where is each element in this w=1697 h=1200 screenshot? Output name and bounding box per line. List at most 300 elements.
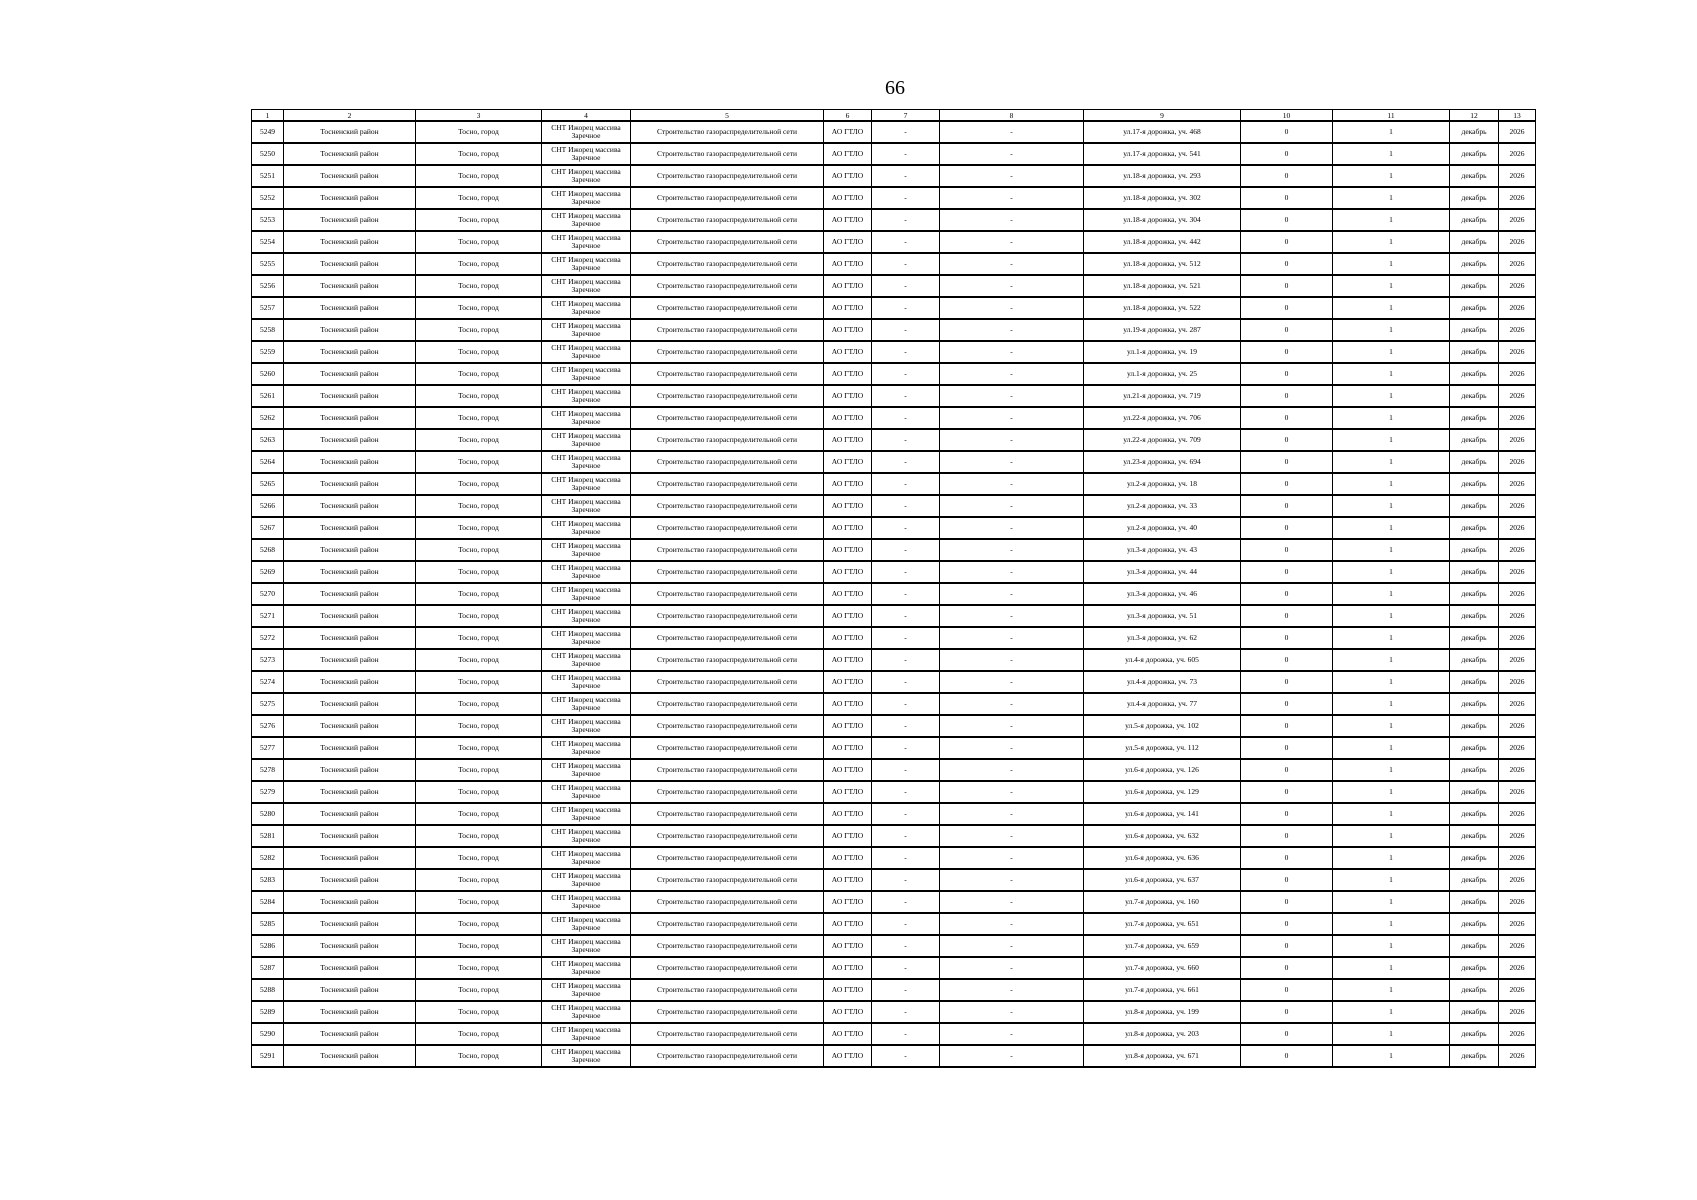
cell-settlement: Тосно, город (416, 143, 542, 165)
cell-settlement: Тосно, город (416, 561, 542, 583)
cell-row-number: 5289 (252, 1001, 284, 1023)
cell-snt: СНТ Ижорец массива Заречное (542, 737, 631, 759)
cell-district: Тосненский район (284, 869, 416, 891)
table-row (252, 781, 1536, 803)
cell-row-number: 5287 (252, 957, 284, 979)
cell-organization: АО ГТЛО (824, 1045, 872, 1067)
cell-col7: - (872, 165, 940, 187)
cell-month: декабрь (1450, 143, 1499, 165)
cell-snt: СНТ Ижорец массива Заречное (542, 891, 631, 913)
cell-district: Тосненский район (284, 583, 416, 605)
cell-col11: 1 (1333, 847, 1450, 869)
cell-organization: АО ГТЛО (824, 473, 872, 495)
cell-organization: АО ГТЛО (824, 979, 872, 1001)
cell-col11: 1 (1333, 605, 1450, 627)
cell-address: ул.7-я дорожка, уч. 661 (1084, 979, 1241, 1001)
cell-col10: 0 (1241, 517, 1333, 539)
cell-organization: АО ГТЛО (824, 407, 872, 429)
cell-col11: 1 (1333, 473, 1450, 495)
cell-settlement: Тосно, город (416, 583, 542, 605)
cell-month: декабрь (1450, 363, 1499, 385)
cell-col7: - (872, 517, 940, 539)
cell-address: ул.17-я дорожка, уч. 468 (1084, 121, 1241, 143)
cell-address: ул.2-я дорожка, уч. 18 (1084, 473, 1241, 495)
cell-district: Тосненский район (284, 891, 416, 913)
cell-address: ул.22-я дорожка, уч. 709 (1084, 429, 1241, 451)
cell-work-type: Строительство газораспределительной сети (631, 715, 824, 737)
table-row (252, 121, 1536, 143)
cell-organization: АО ГТЛО (824, 561, 872, 583)
cell-address: ул.3-я дорожка, уч. 51 (1084, 605, 1241, 627)
cell-year: 2026 (1499, 341, 1536, 363)
cell-col7: - (872, 957, 940, 979)
cell-snt: СНТ Ижорец массива Заречное (542, 781, 631, 803)
cell-organization: АО ГТЛО (824, 165, 872, 187)
cell-work-type: Строительство газораспределительной сети (631, 561, 824, 583)
cell-month: декабрь (1450, 1001, 1499, 1023)
cell-col8: - (940, 825, 1084, 847)
cell-settlement: Тосно, город (416, 187, 542, 209)
cell-col7: - (872, 429, 940, 451)
cell-col10: 0 (1241, 627, 1333, 649)
cell-snt: СНТ Ижорец массива Заречное (542, 1023, 631, 1045)
cell-year: 2026 (1499, 693, 1536, 715)
cell-year: 2026 (1499, 253, 1536, 275)
table-row (252, 275, 1536, 297)
cell-snt: СНТ Ижорец массива Заречное (542, 209, 631, 231)
cell-district: Тосненский район (284, 407, 416, 429)
cell-settlement: Тосно, город (416, 473, 542, 495)
cell-year: 2026 (1499, 275, 1536, 297)
cell-row-number: 5265 (252, 473, 284, 495)
cell-col10: 0 (1241, 209, 1333, 231)
cell-col8: - (940, 649, 1084, 671)
cell-col8: - (940, 319, 1084, 341)
cell-snt: СНТ Ижорец массива Заречное (542, 847, 631, 869)
cell-col10: 0 (1241, 407, 1333, 429)
cell-month: декабрь (1450, 627, 1499, 649)
cell-snt: СНТ Ижорец массива Заречное (542, 517, 631, 539)
cell-col8: - (940, 187, 1084, 209)
cell-col7: - (872, 1023, 940, 1045)
cell-col8: - (940, 913, 1084, 935)
cell-month: декабрь (1450, 429, 1499, 451)
cell-settlement: Тосно, город (416, 1045, 542, 1067)
cell-snt: СНТ Ижорец массива Заречное (542, 429, 631, 451)
cell-row-number: 5282 (252, 847, 284, 869)
cell-col10: 0 (1241, 605, 1333, 627)
cell-year: 2026 (1499, 231, 1536, 253)
cell-year: 2026 (1499, 583, 1536, 605)
table-row (252, 561, 1536, 583)
cell-snt: СНТ Ижорец массива Заречное (542, 693, 631, 715)
header-row (252, 110, 1536, 122)
cell-district: Тосненский район (284, 253, 416, 275)
cell-organization: АО ГТЛО (824, 869, 872, 891)
cell-month: декабрь (1450, 737, 1499, 759)
table-row (252, 517, 1536, 539)
cell-col10: 0 (1241, 759, 1333, 781)
cell-work-type: Строительство газораспределительной сети (631, 495, 824, 517)
cell-col11: 1 (1333, 341, 1450, 363)
cell-organization: АО ГТЛО (824, 649, 872, 671)
cell-row-number: 5274 (252, 671, 284, 693)
cell-district: Тосненский район (284, 363, 416, 385)
cell-col7: - (872, 627, 940, 649)
cell-work-type: Строительство газораспределительной сети (631, 275, 824, 297)
cell-address: ул.7-я дорожка, уч. 160 (1084, 891, 1241, 913)
cell-address: ул.18-я дорожка, уч. 293 (1084, 165, 1241, 187)
cell-organization: АО ГТЛО (824, 385, 872, 407)
cell-col8: - (940, 451, 1084, 473)
cell-work-type: Строительство газораспределительной сети (631, 759, 824, 781)
table-row (252, 1001, 1536, 1023)
cell-col7: - (872, 737, 940, 759)
cell-snt: СНТ Ижорец массива Заречное (542, 363, 631, 385)
cell-organization: АО ГТЛО (824, 429, 872, 451)
cell-settlement: Тосно, город (416, 649, 542, 671)
table-row (252, 495, 1536, 517)
cell-work-type: Строительство газораспределительной сети (631, 913, 824, 935)
cell-col7: - (872, 341, 940, 363)
cell-col7: - (872, 693, 940, 715)
cell-district: Тосненский район (284, 473, 416, 495)
cell-col11: 1 (1333, 165, 1450, 187)
cell-month: декабрь (1450, 693, 1499, 715)
cell-year: 2026 (1499, 627, 1536, 649)
cell-district: Тосненский район (284, 341, 416, 363)
cell-col7: - (872, 143, 940, 165)
cell-organization: АО ГТЛО (824, 583, 872, 605)
cell-col8: - (940, 275, 1084, 297)
cell-work-type: Строительство газораспределительной сети (631, 957, 824, 979)
cell-settlement: Тосно, город (416, 517, 542, 539)
cell-col11: 1 (1333, 913, 1450, 935)
cell-col8: - (940, 979, 1084, 1001)
cell-year: 2026 (1499, 649, 1536, 671)
cell-row-number: 5277 (252, 737, 284, 759)
cell-snt: СНТ Ижорец массива Заречное (542, 825, 631, 847)
cell-settlement: Тосно, город (416, 693, 542, 715)
cell-col10: 0 (1241, 649, 1333, 671)
cell-year: 2026 (1499, 517, 1536, 539)
cell-col10: 0 (1241, 121, 1333, 143)
cell-organization: АО ГТЛО (824, 451, 872, 473)
cell-col8: - (940, 253, 1084, 275)
cell-address: ул.7-я дорожка, уч. 659 (1084, 935, 1241, 957)
cell-district: Тосненский район (284, 693, 416, 715)
data-table (251, 109, 1536, 1068)
cell-snt: СНТ Ижорец массива Заречное (542, 451, 631, 473)
cell-settlement: Тосно, город (416, 957, 542, 979)
cell-organization: АО ГТЛО (824, 737, 872, 759)
column-header: 11 (1333, 110, 1450, 122)
table-row (252, 1045, 1536, 1067)
cell-col10: 0 (1241, 165, 1333, 187)
cell-settlement: Тосно, город (416, 121, 542, 143)
cell-col11: 1 (1333, 143, 1450, 165)
cell-col8: - (940, 385, 1084, 407)
cell-work-type: Строительство газораспределительной сети (631, 649, 824, 671)
cell-district: Тосненский район (284, 187, 416, 209)
table-row (252, 693, 1536, 715)
cell-organization: АО ГТЛО (824, 957, 872, 979)
cell-snt: СНТ Ижорец массива Заречное (542, 957, 631, 979)
cell-settlement: Тосно, город (416, 209, 542, 231)
cell-organization: АО ГТЛО (824, 627, 872, 649)
cell-col8: - (940, 561, 1084, 583)
cell-month: декабрь (1450, 605, 1499, 627)
cell-col7: - (872, 1045, 940, 1067)
cell-snt: СНТ Ижорец массива Заречное (542, 495, 631, 517)
cell-work-type: Строительство газораспределительной сети (631, 143, 824, 165)
cell-year: 2026 (1499, 847, 1536, 869)
cell-district: Тосненский район (284, 649, 416, 671)
cell-organization: АО ГТЛО (824, 825, 872, 847)
cell-col7: - (872, 231, 940, 253)
cell-col10: 0 (1241, 825, 1333, 847)
table-row (252, 891, 1536, 913)
cell-col10: 0 (1241, 341, 1333, 363)
cell-settlement: Тосно, город (416, 319, 542, 341)
cell-district: Тосненский район (284, 209, 416, 231)
cell-organization: АО ГТЛО (824, 847, 872, 869)
cell-month: декабрь (1450, 847, 1499, 869)
cell-col11: 1 (1333, 979, 1450, 1001)
cell-col10: 0 (1241, 715, 1333, 737)
cell-work-type: Строительство газораспределительной сети (631, 979, 824, 1001)
cell-year: 2026 (1499, 605, 1536, 627)
cell-col10: 0 (1241, 495, 1333, 517)
cell-col10: 0 (1241, 253, 1333, 275)
cell-work-type: Строительство газораспределительной сети (631, 165, 824, 187)
cell-organization: АО ГТЛО (824, 759, 872, 781)
cell-address: ул.18-я дорожка, уч. 521 (1084, 275, 1241, 297)
cell-col10: 0 (1241, 561, 1333, 583)
cell-month: декабрь (1450, 1023, 1499, 1045)
cell-row-number: 5285 (252, 913, 284, 935)
cell-col7: - (872, 407, 940, 429)
cell-district: Тосненский район (284, 275, 416, 297)
cell-col7: - (872, 209, 940, 231)
cell-col11: 1 (1333, 825, 1450, 847)
cell-col11: 1 (1333, 297, 1450, 319)
table-row (252, 165, 1536, 187)
cell-month: декабрь (1450, 473, 1499, 495)
cell-snt: СНТ Ижорец массива Заречное (542, 407, 631, 429)
cell-year: 2026 (1499, 165, 1536, 187)
cell-col8: - (940, 781, 1084, 803)
cell-col8: - (940, 605, 1084, 627)
cell-year: 2026 (1499, 913, 1536, 935)
column-header: 9 (1084, 110, 1241, 122)
cell-col10: 0 (1241, 363, 1333, 385)
cell-month: декабрь (1450, 781, 1499, 803)
cell-row-number: 5257 (252, 297, 284, 319)
cell-district: Тосненский район (284, 935, 416, 957)
cell-col11: 1 (1333, 253, 1450, 275)
cell-col7: - (872, 913, 940, 935)
cell-organization: АО ГТЛО (824, 363, 872, 385)
table-row (252, 583, 1536, 605)
cell-work-type: Строительство газораспределительной сети (631, 803, 824, 825)
cell-year: 2026 (1499, 759, 1536, 781)
cell-month: декабрь (1450, 231, 1499, 253)
cell-col8: - (940, 407, 1084, 429)
cell-col7: - (872, 363, 940, 385)
cell-organization: АО ГТЛО (824, 253, 872, 275)
table-row (252, 143, 1536, 165)
cell-address: ул.2-я дорожка, уч. 33 (1084, 495, 1241, 517)
cell-work-type: Строительство газораспределительной сети (631, 781, 824, 803)
cell-address: ул.3-я дорожка, уч. 44 (1084, 561, 1241, 583)
table-row (252, 979, 1536, 1001)
cell-col7: - (872, 583, 940, 605)
cell-organization: АО ГТЛО (824, 605, 872, 627)
cell-month: декабрь (1450, 671, 1499, 693)
cell-work-type: Строительство газораспределительной сети (631, 605, 824, 627)
cell-col11: 1 (1333, 671, 1450, 693)
cell-settlement: Тосно, город (416, 825, 542, 847)
cell-district: Тосненский район (284, 847, 416, 869)
cell-col11: 1 (1333, 935, 1450, 957)
cell-work-type: Строительство газораспределительной сети (631, 737, 824, 759)
cell-year: 2026 (1499, 473, 1536, 495)
table-row (252, 737, 1536, 759)
cell-col7: - (872, 385, 940, 407)
cell-work-type: Строительство газораспределительной сети (631, 1001, 824, 1023)
cell-snt: СНТ Ижорец массива Заречное (542, 473, 631, 495)
table-row (252, 209, 1536, 231)
table-row (252, 825, 1536, 847)
cell-year: 2026 (1499, 451, 1536, 473)
cell-col7: - (872, 649, 940, 671)
cell-work-type: Строительство газораспределительной сети (631, 1023, 824, 1045)
cell-col7: - (872, 1001, 940, 1023)
cell-col8: - (940, 957, 1084, 979)
cell-col10: 0 (1241, 847, 1333, 869)
cell-month: декабрь (1450, 803, 1499, 825)
cell-settlement: Тосно, город (416, 869, 542, 891)
cell-district: Тосненский район (284, 957, 416, 979)
cell-month: декабрь (1450, 297, 1499, 319)
cell-col8: - (940, 473, 1084, 495)
cell-month: декабрь (1450, 407, 1499, 429)
cell-col7: - (872, 979, 940, 1001)
cell-snt: СНТ Ижорец массива Заречное (542, 803, 631, 825)
cell-row-number: 5252 (252, 187, 284, 209)
cell-col7: - (872, 891, 940, 913)
table-row (252, 473, 1536, 495)
cell-col8: - (940, 627, 1084, 649)
cell-district: Тосненский район (284, 231, 416, 253)
cell-col11: 1 (1333, 363, 1450, 385)
cell-address: ул.5-я дорожка, уч. 112 (1084, 737, 1241, 759)
cell-month: декабрь (1450, 121, 1499, 143)
cell-col7: - (872, 187, 940, 209)
cell-work-type: Строительство газораспределительной сети (631, 627, 824, 649)
cell-month: декабрь (1450, 561, 1499, 583)
cell-col7: - (872, 319, 940, 341)
cell-settlement: Тосно, город (416, 451, 542, 473)
cell-organization: АО ГТЛО (824, 187, 872, 209)
cell-district: Тосненский район (284, 913, 416, 935)
cell-col8: - (940, 693, 1084, 715)
cell-settlement: Тосно, город (416, 803, 542, 825)
cell-year: 2026 (1499, 187, 1536, 209)
cell-organization: АО ГТЛО (824, 495, 872, 517)
cell-col7: - (872, 671, 940, 693)
cell-snt: СНТ Ижорец массива Заречное (542, 671, 631, 693)
cell-work-type: Строительство газораспределительной сети (631, 539, 824, 561)
cell-district: Тосненский район (284, 1001, 416, 1023)
cell-address: ул.2-я дорожка, уч. 40 (1084, 517, 1241, 539)
table-row (252, 385, 1536, 407)
cell-col10: 0 (1241, 803, 1333, 825)
cell-col7: - (872, 847, 940, 869)
cell-district: Тосненский район (284, 143, 416, 165)
table-row (252, 187, 1536, 209)
cell-row-number: 5267 (252, 517, 284, 539)
cell-settlement: Тосно, город (416, 231, 542, 253)
cell-row-number: 5269 (252, 561, 284, 583)
cell-year: 2026 (1499, 297, 1536, 319)
cell-col7: - (872, 869, 940, 891)
cell-organization: АО ГТЛО (824, 319, 872, 341)
cell-col10: 0 (1241, 979, 1333, 1001)
cell-settlement: Тосно, город (416, 385, 542, 407)
cell-organization: АО ГТЛО (824, 891, 872, 913)
cell-col11: 1 (1333, 407, 1450, 429)
cell-organization: АО ГТЛО (824, 671, 872, 693)
cell-row-number: 5251 (252, 165, 284, 187)
cell-col10: 0 (1241, 429, 1333, 451)
cell-work-type: Строительство газораспределительной сети (631, 935, 824, 957)
cell-row-number: 5264 (252, 451, 284, 473)
table-row (252, 957, 1536, 979)
cell-address: ул.1-я дорожка, уч. 25 (1084, 363, 1241, 385)
cell-col7: - (872, 495, 940, 517)
cell-col11: 1 (1333, 627, 1450, 649)
table-row (252, 429, 1536, 451)
cell-organization: АО ГТЛО (824, 517, 872, 539)
cell-address: ул.8-я дорожка, уч. 199 (1084, 1001, 1241, 1023)
cell-snt: СНТ Ижорец массива Заречное (542, 1001, 631, 1023)
cell-col11: 1 (1333, 561, 1450, 583)
cell-col11: 1 (1333, 319, 1450, 341)
column-header: 10 (1241, 110, 1333, 122)
cell-col8: - (940, 341, 1084, 363)
cell-year: 2026 (1499, 781, 1536, 803)
table-row (252, 627, 1536, 649)
cell-work-type: Строительство газораспределительной сети (631, 473, 824, 495)
cell-year: 2026 (1499, 1023, 1536, 1045)
cell-col10: 0 (1241, 957, 1333, 979)
cell-settlement: Тосно, город (416, 539, 542, 561)
cell-work-type: Строительство газораспределительной сети (631, 209, 824, 231)
cell-col7: - (872, 781, 940, 803)
cell-district: Тосненский район (284, 715, 416, 737)
cell-col8: - (940, 165, 1084, 187)
cell-col7: - (872, 935, 940, 957)
cell-month: декабрь (1450, 957, 1499, 979)
cell-row-number: 5255 (252, 253, 284, 275)
cell-col11: 1 (1333, 957, 1450, 979)
cell-col8: - (940, 429, 1084, 451)
cell-snt: СНТ Ижорец массива Заречное (542, 627, 631, 649)
table-row (252, 935, 1536, 957)
cell-work-type: Строительство газораспределительной сети (631, 869, 824, 891)
